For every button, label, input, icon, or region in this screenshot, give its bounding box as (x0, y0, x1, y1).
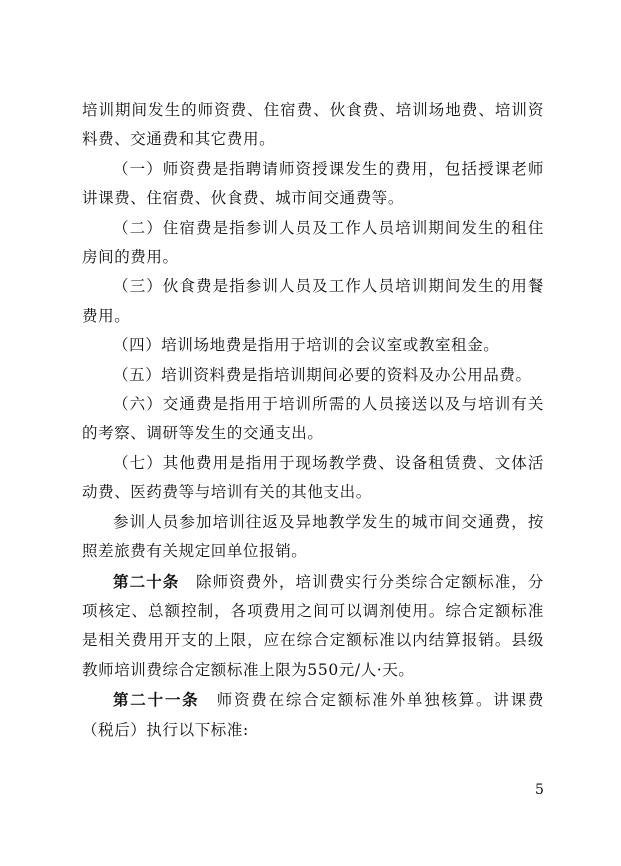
paragraph-meal-fee: （三）伙食费是指参训人员及工作人员培训期间发生的用餐费用。 (82, 277, 544, 325)
paragraph-travel-reimbursement: 参训人员参加培训往返及异地教学发生的城市间交通费，按照差旅费有关规定回单位报销。 (82, 512, 544, 561)
article-21-body: 师资费在综合定额标准外单独核算。讲课费（税后）执行以下标准: (82, 691, 544, 739)
article-20 (82, 567, 544, 686)
article-21 (82, 685, 544, 745)
paragraph-materials-fee: （五）培训资料费是指培训期间必要的资料及办公用品费。 (113, 365, 532, 384)
paragraph-accommodation-fee: （二）住宿费是指参训人员及工作人员培训期间发生的租住房间的费用。 (82, 218, 544, 267)
paragraph-teacher-fee: （一）师资费是指聘请师资授课发生的费用，包括授课老师讲课费、住宿费、伙食费、城市间交通费等。 (82, 159, 544, 208)
article-21-heading: 第二十一条 (113, 690, 200, 710)
paragraph-transport-fee: （六）交通费是指用于培训所需的人员接送以及与培训有关的考察、调研等发生的交通支出。 (82, 395, 544, 443)
paragraph-other-fees: （七）其他费用是指用于现场教学费、设备租赁费、文体活动费、医药费等与培训有关的其他支出。 (82, 453, 544, 502)
paragraph-training-costs: 培训期间发生的师资费、住宿费、伙食费、培训场地费、培训资料费、交通费和其它费用。 (82, 101, 544, 149)
document-body (82, 96, 544, 745)
paragraph-venue-fee: （四）培训场地费是指用于培训的会议室或教室租金。 (113, 336, 500, 355)
page-number: 5 (535, 782, 544, 798)
article-20-body: 除师资费外，培训费实行分类综合定额标准，分项核定、总额控制，各项费用之间可以调剂使用。综合定额标准是相关费用开支的上限，应在综合定额标准以内结算报销。县级教师培训费综合定额标准上限为550元/人·天。 (82, 572, 545, 679)
article-20-heading: 第二十条 (113, 571, 180, 591)
